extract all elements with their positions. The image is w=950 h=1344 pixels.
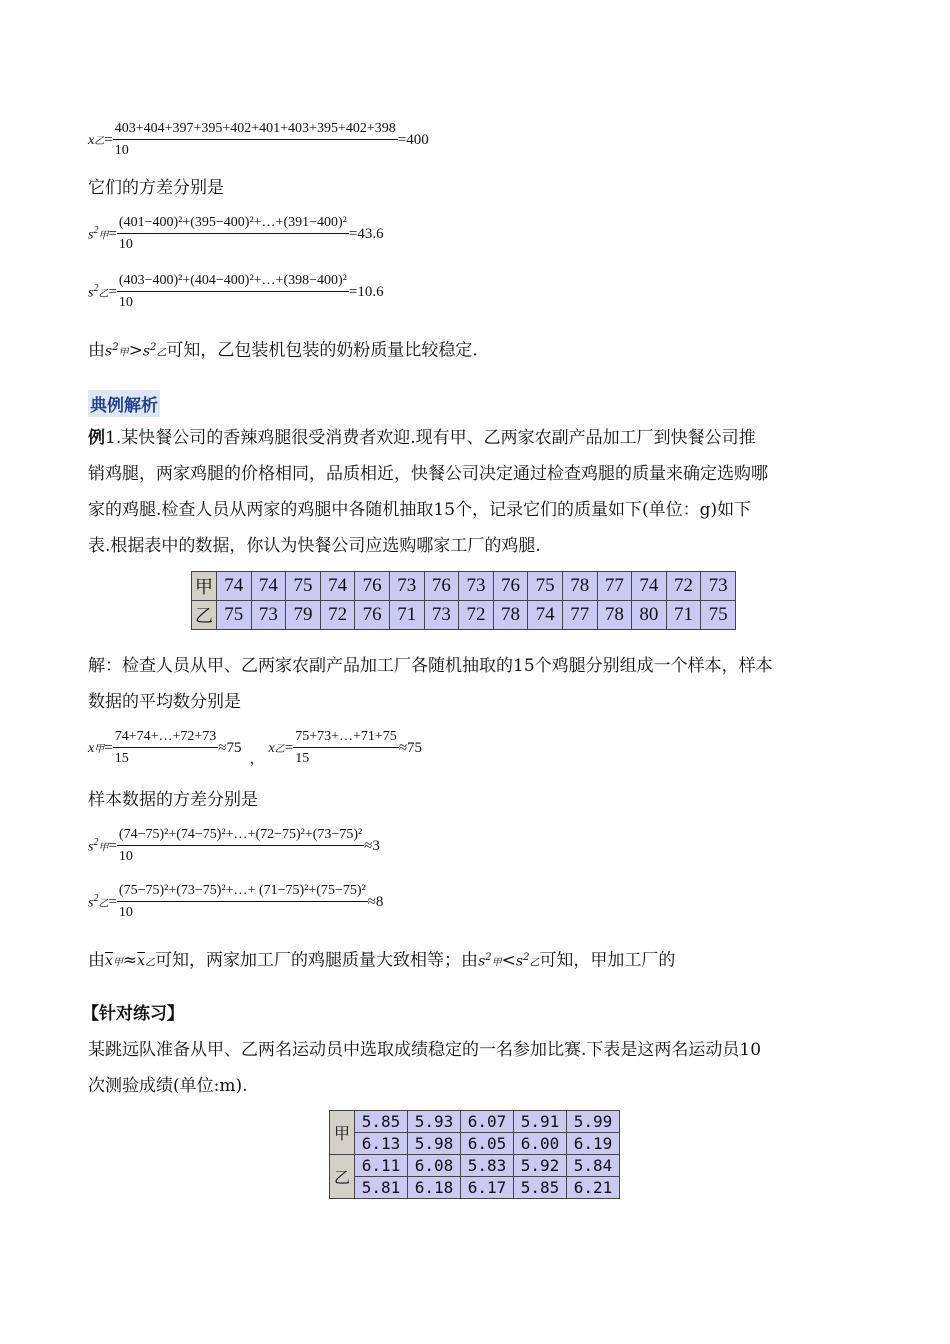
practice-line-2: 次测验成绩(单位:m).: [88, 1076, 248, 1096]
formula-sample-variance-yi: $s^2$乙= $\frac{\text{(75−75)²+(73−75)²+…+ (71−75)²+(75−75)²}}{10}$ ≈8: [88, 883, 384, 920]
conclusion-top: 由$s^2$甲$>s^2$乙可知，乙包装机包装的奶粉质量比较稳定.: [88, 340, 478, 361]
table-cell: 73: [389, 572, 424, 601]
fraction: $\frac{403+404+397+395+402+401+403+395+402+398}{10}$: [114, 121, 396, 158]
practice-line-1: 某跳远队准备从甲、乙两名运动员中选取成绩稳定的一名参加比赛.下表是这两名运动员10: [88, 1040, 762, 1060]
table-cell: 73: [251, 601, 286, 630]
table-cell: 5.85: [514, 1177, 567, 1199]
table-cell: 6.08: [408, 1155, 461, 1177]
table-cell: 72: [459, 601, 494, 630]
table-cell: 6.17: [461, 1177, 514, 1199]
example-line-2: 销鸡腿，两家鸡腿的价格相同，品质相近，快餐公司决定通过检查鸡腿的质量来确定选购哪: [88, 464, 768, 484]
table-cell: 5.91: [514, 1111, 567, 1133]
table-row: [330, 1177, 620, 1199]
row-label: 乙: [330, 1155, 355, 1199]
table-cell: 80: [632, 601, 667, 630]
table-cell: 6.21: [567, 1177, 620, 1199]
table-cell: 74: [632, 572, 667, 601]
table-cell: 76: [355, 572, 390, 601]
formula-variance-jia-top: $s^2$甲= $\frac{\text{(401−400)²+(395−400)²+…+(391−400)²}}{10}$ =43.6: [88, 215, 384, 252]
formula-variance-yi-top: $s^2$乙= $\frac{\text{(403−400)²+(404−400)²+…+(398−400)²}}{10}$ =10.6: [88, 273, 384, 310]
table-cell: 76: [493, 572, 528, 601]
table-cell: 78: [597, 601, 632, 630]
table-cell: 6.00: [514, 1133, 567, 1155]
formula-sample-variance-jia: $s^2$甲= $\frac{\text{(74−75)²+(74−75)²+…+(72−75)²+(73−75)²}}{10}$ ≈3: [88, 827, 380, 864]
formula-means: x甲= $\frac{74+74+\dots+72+73}{15}$ ≈75，x乙= $\frac{75+73+\dots+71+75}{15}$ ≈75: [88, 729, 423, 767]
table-cell: 71: [666, 601, 701, 630]
table-cell: 78: [493, 601, 528, 630]
table-row: [192, 572, 736, 601]
long-jump-score-table: [329, 1110, 620, 1199]
table-row: [330, 1155, 620, 1177]
table-cell: 6.18: [408, 1177, 461, 1199]
table-cell: 77: [597, 572, 632, 601]
example-line-1: 例1.某快餐公司的香辣鸡腿很受消费者欢迎.现有甲、乙两家农副产品加工厂到快餐公司推: [88, 428, 756, 448]
table-cell: 75: [286, 572, 321, 601]
table-cell: 5.81: [355, 1177, 408, 1199]
table-cell: 74: [528, 601, 563, 630]
table-cell: 71: [389, 601, 424, 630]
table-cell: 78: [562, 572, 597, 601]
table-cell: 5.83: [461, 1155, 514, 1177]
table-cell: 5.92: [514, 1155, 567, 1177]
table-cell: 77: [562, 601, 597, 630]
table-cell: 72: [320, 601, 355, 630]
table-cell: 74: [251, 572, 286, 601]
solution-line-2: 数据的平均数分别是: [88, 692, 241, 712]
table-cell: 6.19: [567, 1133, 620, 1155]
example-line-4: 表.根据表中的数据，你认为快餐公司应选购哪家工厂的鸡腿.: [88, 536, 541, 556]
formula-symbol: x乙: [88, 132, 105, 148]
solution-line-1: 解：检查人员从甲、乙两家农副产品加工厂各随机抽取的15个鸡腿分别组成一个样本，样本: [88, 656, 773, 676]
table-row: [330, 1133, 620, 1155]
solution-conclusion: 由$\overline{x}$甲$\approx\overline{x}$乙可知，两家加工厂的鸡腿质量大致相等；由$s^2$甲$<s^2$乙可知，甲加工厂的: [88, 950, 676, 971]
variance-intro-text: 它们的方差分别是: [88, 178, 224, 198]
table-row: [192, 601, 736, 630]
table-cell: 6.13: [355, 1133, 408, 1155]
table-cell: 73: [459, 572, 494, 601]
row-label: 甲: [330, 1111, 355, 1155]
table-cell: 75: [528, 572, 563, 601]
table-row: [330, 1111, 620, 1133]
table-cell: 79: [286, 601, 321, 630]
table-cell: 5.85: [355, 1111, 408, 1133]
table-cell: 75: [701, 601, 736, 630]
table-cell: 72: [666, 572, 701, 601]
practice-heading: 【针对练习】: [82, 1004, 184, 1024]
row-label: 乙: [192, 601, 217, 630]
table-cell: 74: [320, 572, 355, 601]
table-cell: 5.93: [408, 1111, 461, 1133]
table-cell: 5.84: [567, 1155, 620, 1177]
table-cell: 74: [217, 572, 252, 601]
table-cell: 6.11: [355, 1155, 408, 1177]
chicken-leg-weight-table: [191, 571, 736, 630]
table-cell: 6.07: [461, 1111, 514, 1133]
section-heading: 典例解析: [88, 390, 160, 417]
example-line-3: 家的鸡腿.检查人员从两家的鸡腿中各随机抽取15个，记录它们的质量如下(单位：g)如下: [88, 500, 752, 520]
table-cell: 6.05: [461, 1133, 514, 1155]
row-label: 甲: [192, 572, 217, 601]
table-cell: 76: [355, 601, 390, 630]
table-cell: 73: [424, 601, 459, 630]
table-cell: 76: [424, 572, 459, 601]
formula-mean-yi-top: x乙= $\frac{403+404+397+395+402+401+403+395+402+398}{10}$ =400: [88, 121, 429, 158]
sample-variance-intro: 样本数据的方差分别是: [88, 790, 258, 810]
table-cell: 5.98: [408, 1133, 461, 1155]
table-cell: 73: [701, 572, 736, 601]
table-cell: 5.99: [567, 1111, 620, 1133]
table-cell: 75: [217, 601, 252, 630]
